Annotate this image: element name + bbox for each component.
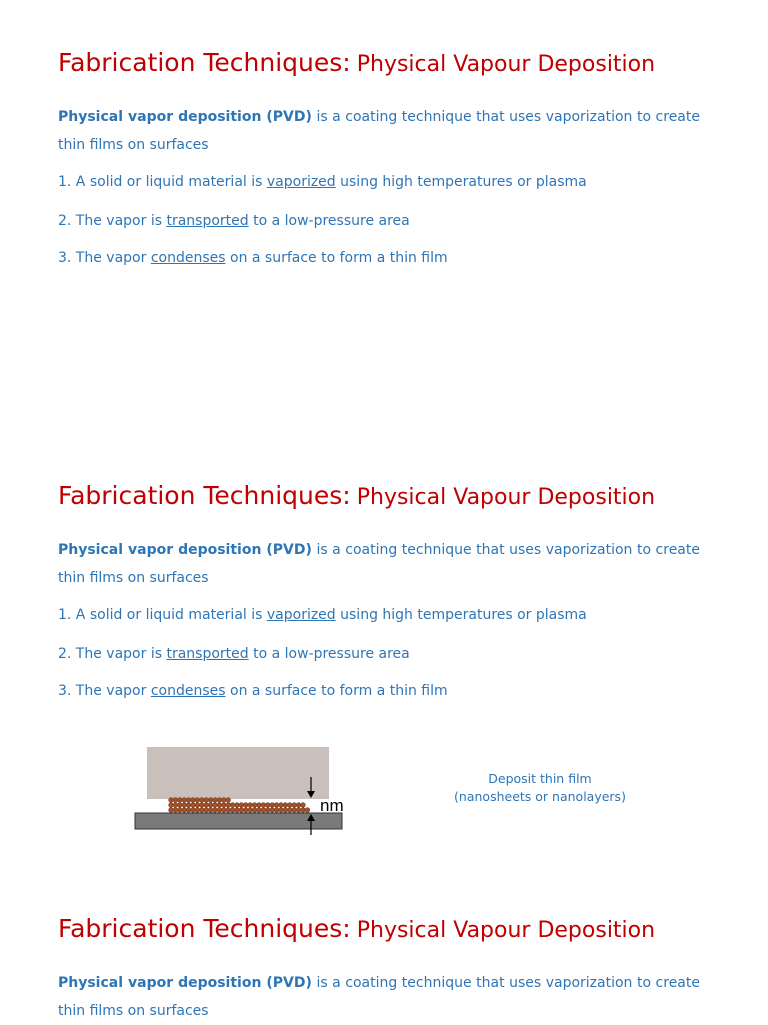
step-3 [58, 683, 448, 699]
film-particle [265, 803, 270, 808]
intro-paragraph [58, 536, 700, 592]
film-particle [221, 798, 226, 803]
film-particle [301, 803, 306, 808]
film-particle [274, 803, 279, 808]
film-particle [243, 803, 248, 808]
film-particle [173, 803, 178, 808]
film-particle [186, 798, 191, 803]
title-main: Fabrication Techniques: [58, 48, 351, 77]
step-2 [58, 213, 410, 229]
film-particle [217, 808, 222, 813]
step-1 [58, 174, 587, 190]
film-particle [208, 798, 213, 803]
film-particle [199, 798, 204, 803]
step-text: to a low-pressure area [248, 646, 410, 662]
film-particle [287, 808, 292, 813]
caption-line-1: Deposit thin film [488, 771, 592, 786]
film-particle [230, 808, 235, 813]
film-particle [296, 803, 301, 808]
film-particle [199, 808, 204, 813]
film-particle [208, 803, 213, 808]
film-particle [169, 798, 174, 803]
film-particle [257, 803, 262, 808]
film-particle [191, 798, 196, 803]
film-particle [173, 808, 178, 813]
film-particle [195, 808, 200, 813]
film-particle [204, 808, 209, 813]
film-particle [296, 808, 301, 813]
step-key: transported [166, 213, 249, 229]
film-particle [177, 798, 182, 803]
film-particle [252, 808, 257, 813]
film-particle [279, 803, 284, 808]
film-particle [235, 803, 240, 808]
step-text: 3. The vapor [58, 250, 151, 266]
film-particle [261, 803, 266, 808]
film-particle [204, 798, 209, 803]
film-particle [270, 808, 275, 813]
film-particle [199, 803, 204, 808]
film-particle [191, 808, 196, 813]
intro-paragraph [58, 969, 700, 1025]
caption-line-2: (nanosheets or nanolayers) [454, 789, 626, 804]
intro-bold: Physical vapor deposition (PVD) [58, 975, 312, 991]
film-particle [301, 808, 306, 813]
step-text: to a low-pressure area [248, 213, 410, 229]
film-particle [279, 808, 284, 813]
film-particle [173, 798, 178, 803]
slide-title [58, 481, 655, 510]
step-text: 2. The vapor is [58, 646, 167, 662]
film-particle [292, 803, 297, 808]
film-particle [195, 798, 200, 803]
step-text: on a surface to form a thin film [225, 683, 448, 699]
film-particle [186, 803, 191, 808]
film-particle [261, 808, 266, 813]
thin-film-layer [169, 798, 310, 813]
film-particle [217, 798, 222, 803]
title-sub: Physical Vapour Deposition [356, 485, 656, 510]
intro-rest: is a coating technique that uses vaporization to create thin films on surfaces [58, 975, 700, 1019]
pvd-diagram [130, 745, 370, 840]
film-particle [235, 808, 240, 813]
step-1 [58, 607, 587, 623]
film-particle [283, 808, 288, 813]
step-2 [58, 646, 410, 662]
intro-paragraph [58, 103, 700, 159]
intro-rest: is a coating technique that uses vaporization to create thin films on surfaces [58, 542, 700, 586]
step-text: on a surface to form a thin film [225, 250, 448, 266]
film-particle [265, 808, 270, 813]
step-key: condenses [150, 683, 226, 699]
film-particle [226, 803, 231, 808]
step-text: 1. A solid or liquid material is [58, 174, 267, 190]
title-main: Fabrication Techniques: [58, 481, 351, 510]
film-particle [204, 803, 209, 808]
film-particle [252, 803, 257, 808]
title-sub: Physical Vapour Deposition [356, 52, 656, 77]
film-particle [226, 808, 231, 813]
film-particle [182, 803, 187, 808]
film-particle [239, 803, 244, 808]
intro-rest: is a coating technique that uses vaporization to create thin films on surfaces [58, 109, 700, 153]
film-particle [186, 808, 191, 813]
film-particle [195, 803, 200, 808]
title-sub: Physical Vapour Deposition [356, 918, 656, 943]
unit-label: nm [320, 796, 344, 815]
film-particle [217, 803, 222, 808]
film-particle [177, 803, 182, 808]
film-particle [182, 808, 187, 813]
film-particle [230, 803, 235, 808]
film-particle [213, 808, 218, 813]
step-key: transported [166, 646, 249, 662]
step-key: vaporized [266, 607, 336, 623]
film-particle [257, 808, 262, 813]
step-key: condenses [150, 250, 226, 266]
film-particle [243, 808, 248, 813]
film-particle [270, 803, 275, 808]
film-particle [226, 798, 231, 803]
step-text: 2. The vapor is [58, 213, 167, 229]
title-main: Fabrication Techniques: [58, 914, 351, 943]
film-particle [213, 803, 218, 808]
film-particle [283, 803, 288, 808]
film-particle [177, 808, 182, 813]
film-particle [248, 803, 253, 808]
step-3 [58, 250, 448, 266]
film-particle [182, 798, 187, 803]
step-text: using high temperatures or plasma [335, 174, 587, 190]
film-particle [287, 803, 292, 808]
step-text: 3. The vapor [58, 683, 151, 699]
film-particle [239, 808, 244, 813]
intro-bold: Physical vapor deposition (PVD) [58, 542, 312, 558]
intro-bold: Physical vapor deposition (PVD) [58, 109, 312, 125]
diagram-caption [420, 770, 660, 806]
film-particle [191, 803, 196, 808]
film-particle [213, 798, 218, 803]
film-particle [248, 808, 253, 813]
step-text: 1. A solid or liquid material is [58, 607, 267, 623]
film-particle [274, 808, 279, 813]
film-particle [221, 803, 226, 808]
step-text: using high temperatures or plasma [335, 607, 587, 623]
film-particle [169, 808, 174, 813]
film-particle [305, 808, 310, 813]
film-particle [208, 808, 213, 813]
step-key: vaporized [266, 174, 336, 190]
film-particle [169, 803, 174, 808]
slide-title [58, 914, 655, 943]
film-particle [292, 808, 297, 813]
film-particle [221, 808, 226, 813]
slide-title [58, 48, 655, 77]
source-block [147, 747, 329, 799]
